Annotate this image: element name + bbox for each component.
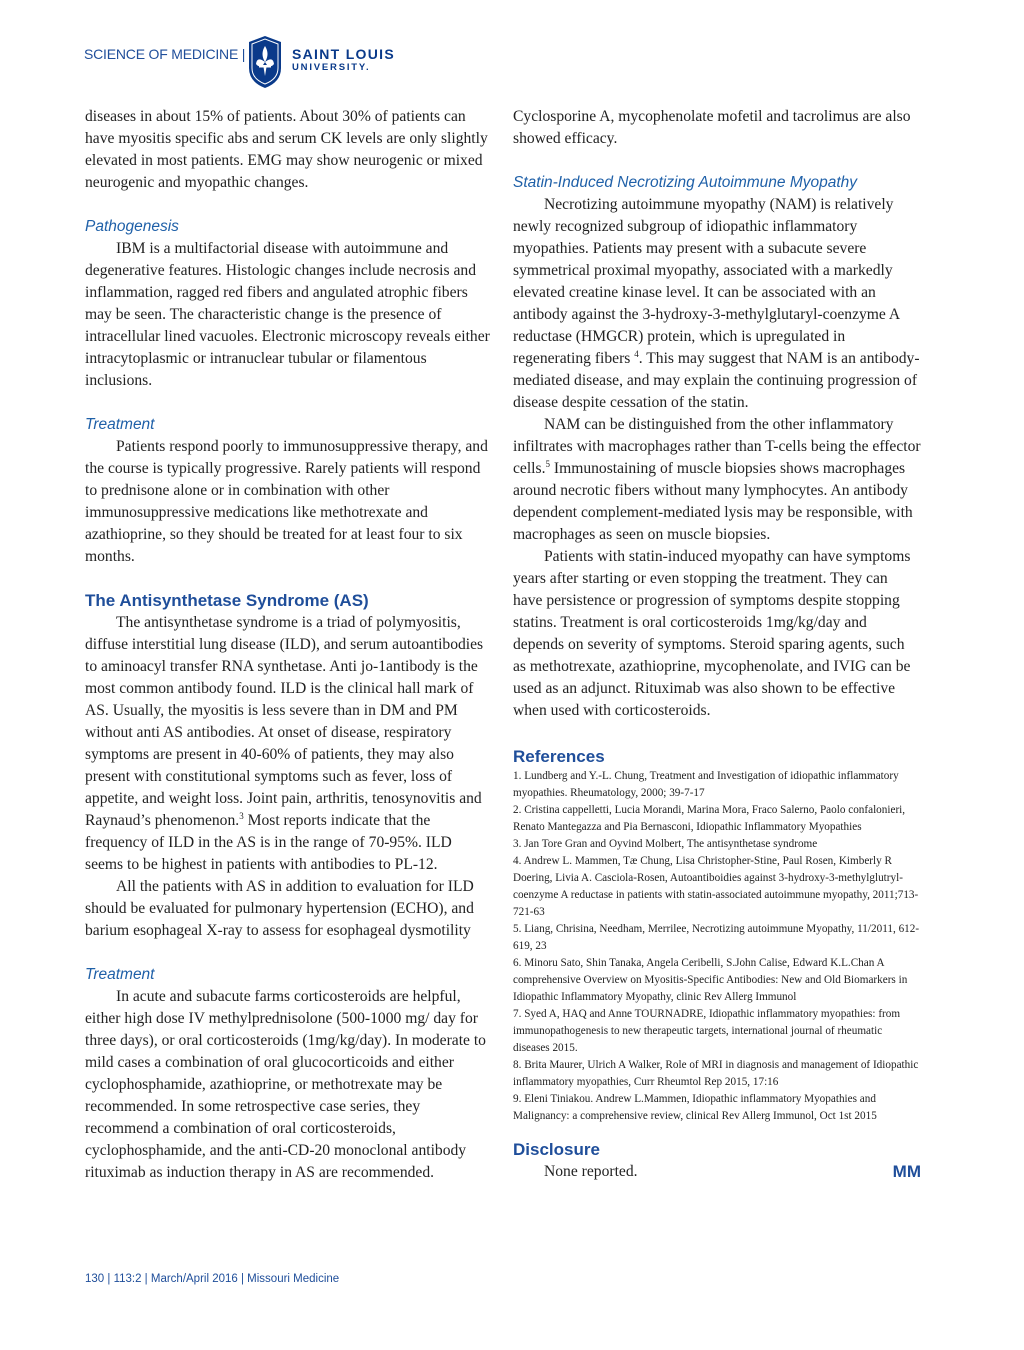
references-heading: References (513, 747, 605, 766)
sinam-paragraph-2: NAM can be distinguished from the other inflammatory infiltrates with macrophages rather than T-cells being the effector cells.$^5$ Immunostaining of muscle biopsies shows macrophages around necrotic fibers without many lymphocytes. An antibody dependent complement-mediated lysis may be responsible, with macrophages as seen on muscle biopsies. (513, 416, 921, 543)
references-list (513, 768, 921, 1125)
university-logo (246, 34, 516, 94)
reference-item: 4. Andrew L. Mammen, Tæ Chung, Lisa Christopher-Stine, Paul Rosen, Kimberly R Doering, Livia A. Casciola-Rosen, Autoantiboidies against 3-hydroxy-3-methylglutryl-coenzyme A reductase in patients with statin-associated autoimmune myopathy, 2011;713-721-63 (513, 855, 919, 918)
paragraph-continuation-right: Cyclosporine A, mycophenolate mofetil and tacrolimus are also showed efficacy. (513, 108, 911, 147)
logo-line1: SAINT LOUIS (292, 46, 395, 62)
reference-item: 5. Liang, Chrisina, Needham, Merrilee, Necrotizing autoimmune Myopathy, 11/2011, 612-619, 23 (513, 923, 920, 952)
left-column (85, 106, 493, 1184)
disclosure-heading: Disclosure (513, 1140, 600, 1159)
page-footer: 130 | 113:2 | March/April 2016 | Missouri Medicine (85, 1273, 340, 1285)
page-header (84, 34, 504, 94)
reference-item: 6. Minoru Sato, Shin Tanaka, Angela Ceribelli, S.John Calise, Edward K.L.Chan A comprehensive Overview on Myositis-Specific Antibodies: New and Old Biomarkers in Idiopathic Inflammatory Myopathy, clinic Rev Allerg Immunol (513, 957, 908, 1003)
reference-item: 7. Syed A, HAQ and Anne TOURNADRE, Idiopathic inflammatory myopathies: from immunopathogenesis to new therapeutic targets, international journal of rheumatic diseases 2015. (513, 1008, 901, 1054)
section-label: SCIENCE OF MEDICINE | (84, 46, 246, 62)
reference-item: 1. Lundberg and Y.-L. Chung, Treatment and Investigation of idiopathic inflammatory myopathies. Rheumatology, 2000; 39-7-17 (513, 770, 899, 799)
fleur-de-lis-shield-icon (246, 34, 284, 90)
antisynthetase-paragraph-1: The antisynthetase syndrome is a triad of polymyositis, diffuse interstitial lung disease (ILD), and serum autoantibodies to aminoacyl transfer RNA synthetase. Anti jo-1antibody is the most common antibody found. ILD is the clinical hall mark of AS. Usually, the myositis is less severe than in DM and PM without anti AS antibodies. At onset of disease, respiratory symptoms are present in 40-60% of patients, they may also present with constitutional symptoms such as fever, loss of appetite, and weight loss. Joint pain, arthritis, tenosynovitis and Raynaud’s phenomenon.$^3$ Most reports indicate that the frequency of ILD in the AS is in the range of 70-95%. ILD seems to be highest in patients with antibodies to PL-12. (85, 614, 484, 873)
treatment-heading-2: Treatment (85, 966, 155, 983)
antisynthetase-heading: The Antisynthetase Syndrome (AS) (85, 591, 369, 610)
reference-item: 9. Eleni Tiniakou. Andrew L.Mammen, Idiopathic inflammatory Myopathies and Malignancy: a comprehensive review, clinical Rev Allerg Immunol, Oct 1st 2015 (513, 1093, 877, 1122)
treatment-paragraph: Patients respond poorly to immunosuppressive therapy, and the course is typically progressive. Rarely patients will respond to prednisone alone or in combination with other immunosuppressive medications like methotrexate and azathioprine, so they should be treated for at least four to six months. (85, 438, 488, 565)
treatment-heading: Treatment (85, 416, 155, 433)
sinam-paragraph-3: Patients with statin-induced myopathy can have symptoms years after starting or even stopping the treatment. They can have persistence or progression of symptoms despite stopping statins. Treatment is oral corticosteroids 1mg/kg/day and depends on severity of symptoms. Steroid sparing agents, such as methotrexate, azathioprine, mycophenolate, and IVIG can be used as an adjunct. Rituximab was also shown to be effective when used with corticosteroids. (513, 548, 911, 719)
logo-line2: UNIVERSITY. (292, 62, 371, 73)
reference-item: 2. Cristina cappelletti, Lucia Morandi, Marina Mora, Fraco Salerno, Paolo confalonieri, Renato Mantegazza and Pia Bernasconi, Idiopathic Inflammatory Myopathies (513, 804, 906, 833)
pathogenesis-heading: Pathogenesis (85, 218, 179, 235)
right-column (513, 106, 921, 1183)
disclosure-block (513, 1139, 921, 1183)
reference-item: 8. Brita Maurer, Ulrich A Walker, Role of MRI in diagnosis and management of Idiopathic inflammatory myopathies, Curr Rheumtol Rep 2015, 17:16 (513, 1059, 919, 1088)
treatment-paragraph-2: In acute and subacute farms corticosteroids are helpful, either high dose IV methylprednisolone (500-1000 mg/ day for three days), or oral corticosteroids (1mg/kg/day). In moderate to mild cases a combination of oral glucocorticoids and either cyclophosphamide, azathioprine, or methotrexate may be recommended. In some retrospective case series, they recommend a combination of oral corticosteroids, cyclophosphamide, and the anti-CD-20 monoclonal antibody rituximab as induction therapy in AS are recommended. (85, 988, 486, 1181)
end-mark: MM (892, 1162, 921, 1181)
pathogenesis-paragraph: IBM is a multifactorial disease with autoimmune and degenerative features. Histologic changes include necrosis and inflammation, ragged red fibers and angulated atrophic fibers may be seen. The characteristic change is the presence of intracellular lined vacuoles. Electronic microscopy reveals either intracytoplasmic or intranuclear tubular or filamentous inclusions. (85, 240, 490, 389)
paragraph-continuation: diseases in about 15% of patients. About 30% of patients can have myositis specific abs and serum CK levels are only slightly elevated in most patients. EMG may show neurogenic or mixed neurogenic and myopathic changes. (85, 108, 488, 191)
sinam-heading: Statin-Induced Necrotizing Autoimmune Myopathy (513, 174, 858, 191)
disclosure-text: None reported. (544, 1163, 638, 1180)
antisynthetase-paragraph-2: All the patients with AS in addition to evaluation for ILD should be evaluated for pulmonary hypertension (ECHO), and barium esophageal X-ray to assess for esophageal dysmotility (85, 878, 474, 939)
reference-item: 3. Jan Tore Gran and Oyvind Molbert, The antisynthetase syndrome (513, 838, 818, 850)
sinam-paragraph-1: Necrotizing autoimmune myopathy (NAM) is relatively newly recognized subgroup of idiopathic inflammatory myopathies. Patients may present with a subacute severe symmetrical proximal myopathy, associated with a markedly elevated creatine kinase level. It can be associated with an antibody against the 3-hydroxy-3-methylglutaryl-coenzyme A reductase (HMGCR) protein, which is upregulated in regenerating fibers $^4$. This may suggest that NAM is an antibody-mediated disease, and may explain the continuing progression of disease despite cessation of the statin. (513, 196, 920, 411)
